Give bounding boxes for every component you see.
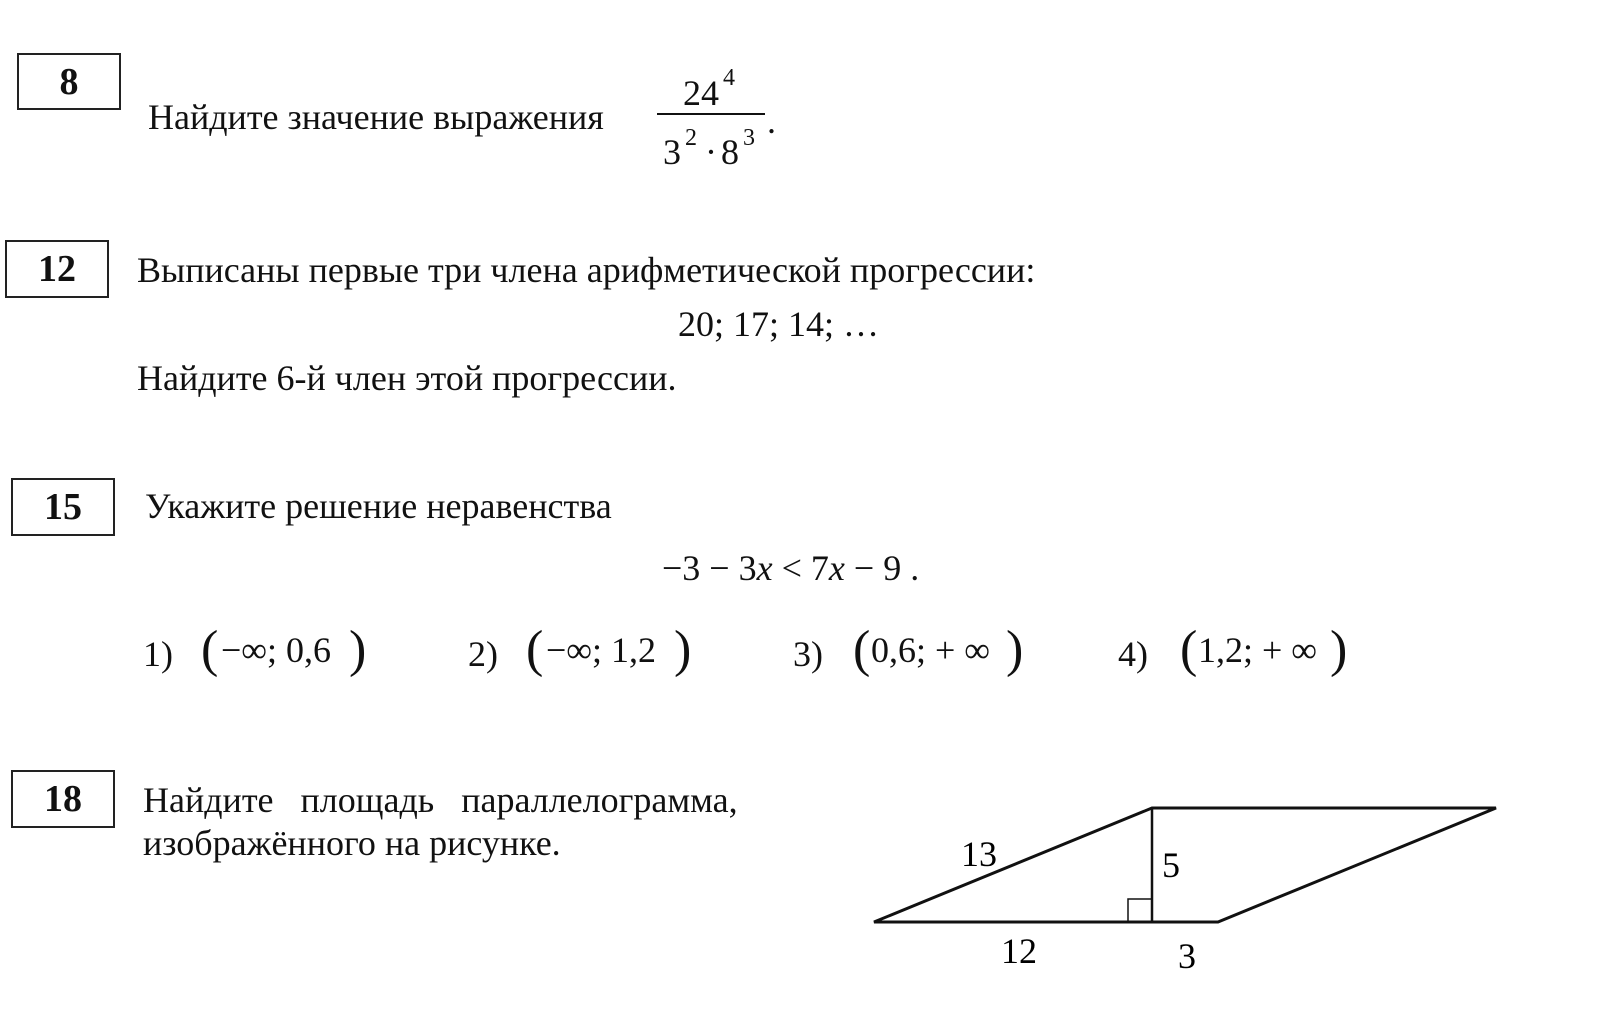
- variable-x: x: [756, 548, 773, 588]
- inequality-part-a: −3 − 3: [662, 548, 757, 588]
- problem-18-text-line2: изображённого на рисунке.: [143, 823, 561, 863]
- option-interval: 1,2; + ∞: [1198, 630, 1317, 670]
- option-label: 4): [1118, 634, 1148, 674]
- label-extra: 3: [1178, 936, 1196, 976]
- dot-operator: ·: [705, 132, 717, 172]
- left-paren: (: [853, 621, 871, 678]
- problem-8-text: Найдите значение выражения: [148, 97, 604, 137]
- option-label: 1): [143, 634, 173, 674]
- right-paren: ): [674, 621, 692, 678]
- problem-number-label: 12: [38, 248, 76, 290]
- option-label: 3): [793, 634, 823, 674]
- left-paren: (: [1180, 621, 1198, 678]
- option-interval: −∞; 0,6: [221, 630, 331, 670]
- problem-12-question: Найдите 6-й член этой прогрессии.: [137, 358, 677, 398]
- denominator-exponent-1: 2: [685, 125, 697, 151]
- sequence: 20; 17; 14; …: [678, 304, 880, 344]
- problem-number-label: 8: [59, 60, 79, 103]
- denominator-exponent-2: 3: [743, 125, 755, 151]
- problem-15-text: Укажите решение неравенства: [145, 486, 612, 526]
- label-side: 13: [961, 834, 997, 874]
- denominator-base-1: 3: [663, 132, 681, 172]
- right-paren: ): [1006, 621, 1024, 678]
- right-paren: ): [349, 621, 367, 678]
- problem-12-text: Выписаны первые три члена арифметической прогрессии:: [137, 250, 1036, 290]
- left-paren: (: [526, 621, 544, 678]
- option-interval: −∞; 1,2: [546, 630, 656, 670]
- period: .: [767, 101, 776, 141]
- problem-number-label: 15: [44, 486, 82, 528]
- option-label: 2): [468, 634, 498, 674]
- label-base-part: 12: [1001, 931, 1037, 971]
- label-height: 5: [1162, 845, 1180, 885]
- numerator-exponent: 4: [723, 65, 735, 91]
- numerator-base: 24: [683, 73, 719, 113]
- denominator-base-2: 8: [721, 132, 739, 172]
- inequality-part-b: < 7: [772, 548, 829, 588]
- option-interval: 0,6; + ∞: [871, 630, 990, 670]
- inequality-part-c: − 9 .: [844, 548, 920, 588]
- variable-x: x: [828, 548, 845, 588]
- problem-18-text-line1: Найдите площадь параллелограмма,: [143, 780, 738, 820]
- right-paren: ): [1330, 621, 1348, 678]
- left-paren: (: [201, 621, 219, 678]
- problem-number-label: 18: [44, 778, 82, 820]
- right-angle-mark: [1128, 899, 1152, 922]
